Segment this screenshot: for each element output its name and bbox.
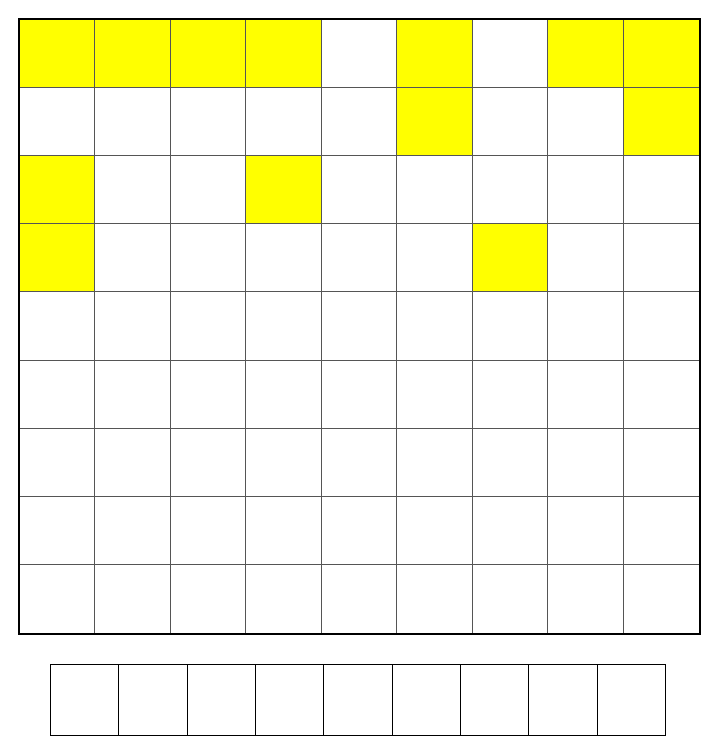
grid-cell[interactable] xyxy=(322,565,397,633)
grid-cell[interactable] xyxy=(171,292,246,360)
clue-cell xyxy=(624,88,699,156)
grid-cell[interactable] xyxy=(397,361,472,429)
grid-cell[interactable] xyxy=(20,565,95,633)
grid-cell[interactable] xyxy=(95,88,170,156)
grid-cell[interactable] xyxy=(322,224,397,292)
grid-cell[interactable] xyxy=(246,292,321,360)
grid-cell[interactable] xyxy=(473,429,548,497)
clue-cell xyxy=(624,20,699,88)
grid-cell[interactable] xyxy=(246,497,321,565)
grid-cell[interactable] xyxy=(171,361,246,429)
grid-cell[interactable] xyxy=(95,156,170,224)
grid-cell[interactable] xyxy=(171,224,246,292)
grid-cell[interactable] xyxy=(171,565,246,633)
grid-cell[interactable] xyxy=(548,565,623,633)
grid-cell[interactable] xyxy=(624,497,699,565)
solution-row xyxy=(50,664,666,736)
solution-box[interactable] xyxy=(51,665,119,735)
grid-cell[interactable] xyxy=(322,361,397,429)
solution-box[interactable] xyxy=(393,665,461,735)
grid-cell[interactable] xyxy=(473,156,548,224)
solution-box[interactable] xyxy=(529,665,597,735)
grid-cell[interactable] xyxy=(171,156,246,224)
grid-cell[interactable] xyxy=(20,292,95,360)
solution-box[interactable] xyxy=(324,665,392,735)
clue-cell xyxy=(397,20,472,88)
clue-cell xyxy=(171,20,246,88)
grid-cell[interactable] xyxy=(246,429,321,497)
grid-cell[interactable] xyxy=(20,88,95,156)
grid-cell[interactable] xyxy=(322,20,397,88)
grid-cell[interactable] xyxy=(322,292,397,360)
grid-cell[interactable] xyxy=(548,429,623,497)
grid-cell[interactable] xyxy=(397,497,472,565)
grid-cell[interactable] xyxy=(397,156,472,224)
grid-cell[interactable] xyxy=(473,497,548,565)
clue-cell xyxy=(397,88,472,156)
grid-cell[interactable] xyxy=(246,88,321,156)
solution-box[interactable] xyxy=(119,665,187,735)
grid-cell[interactable] xyxy=(548,224,623,292)
grid-cell[interactable] xyxy=(548,497,623,565)
grid-cell[interactable] xyxy=(20,361,95,429)
clue-cell xyxy=(246,156,321,224)
grid-cell[interactable] xyxy=(171,497,246,565)
grid-cell[interactable] xyxy=(548,361,623,429)
grid-cell[interactable] xyxy=(95,429,170,497)
grid-cell[interactable] xyxy=(95,224,170,292)
grid-cell[interactable] xyxy=(624,156,699,224)
grid-cell[interactable] xyxy=(95,565,170,633)
grid-cell[interactable] xyxy=(95,292,170,360)
grid-cell[interactable] xyxy=(624,429,699,497)
grid-cell[interactable] xyxy=(624,565,699,633)
grid-cell[interactable] xyxy=(246,565,321,633)
grid-cell[interactable] xyxy=(95,497,170,565)
grid-cell[interactable] xyxy=(624,361,699,429)
grid-cell[interactable] xyxy=(473,565,548,633)
grid-cell[interactable] xyxy=(548,88,623,156)
solution-box[interactable] xyxy=(188,665,256,735)
grid-cell[interactable] xyxy=(548,156,623,224)
grid-cell[interactable] xyxy=(322,88,397,156)
grid-cell[interactable] xyxy=(171,429,246,497)
grid-cell[interactable] xyxy=(322,156,397,224)
grid-cell[interactable] xyxy=(246,224,321,292)
grid-cell[interactable] xyxy=(624,224,699,292)
grid-cell[interactable] xyxy=(171,88,246,156)
grid-cell[interactable] xyxy=(473,361,548,429)
grid-cell[interactable] xyxy=(473,88,548,156)
clue-cell xyxy=(246,20,321,88)
grid-cell[interactable] xyxy=(246,361,321,429)
clue-cell xyxy=(473,224,548,292)
grid-cell[interactable] xyxy=(322,429,397,497)
solution-box[interactable] xyxy=(598,665,665,735)
grid-cell[interactable] xyxy=(397,292,472,360)
grid-cell[interactable] xyxy=(397,565,472,633)
clue-cell xyxy=(20,224,95,292)
grid-cell[interactable] xyxy=(397,429,472,497)
solution-box[interactable] xyxy=(461,665,529,735)
grid-cell[interactable] xyxy=(548,292,623,360)
solution-box[interactable] xyxy=(256,665,324,735)
clue-cell xyxy=(20,156,95,224)
grid-cell[interactable] xyxy=(473,20,548,88)
grid-cell[interactable] xyxy=(20,429,95,497)
grid-cell[interactable] xyxy=(473,292,548,360)
clue-cell xyxy=(548,20,623,88)
clue-cell xyxy=(95,20,170,88)
crossword-grid xyxy=(18,18,701,635)
clue-cell xyxy=(20,20,95,88)
grid-cell[interactable] xyxy=(322,497,397,565)
grid-cell[interactable] xyxy=(20,497,95,565)
grid-cell[interactable] xyxy=(95,361,170,429)
grid-cell[interactable] xyxy=(624,292,699,360)
grid-cell[interactable] xyxy=(397,224,472,292)
